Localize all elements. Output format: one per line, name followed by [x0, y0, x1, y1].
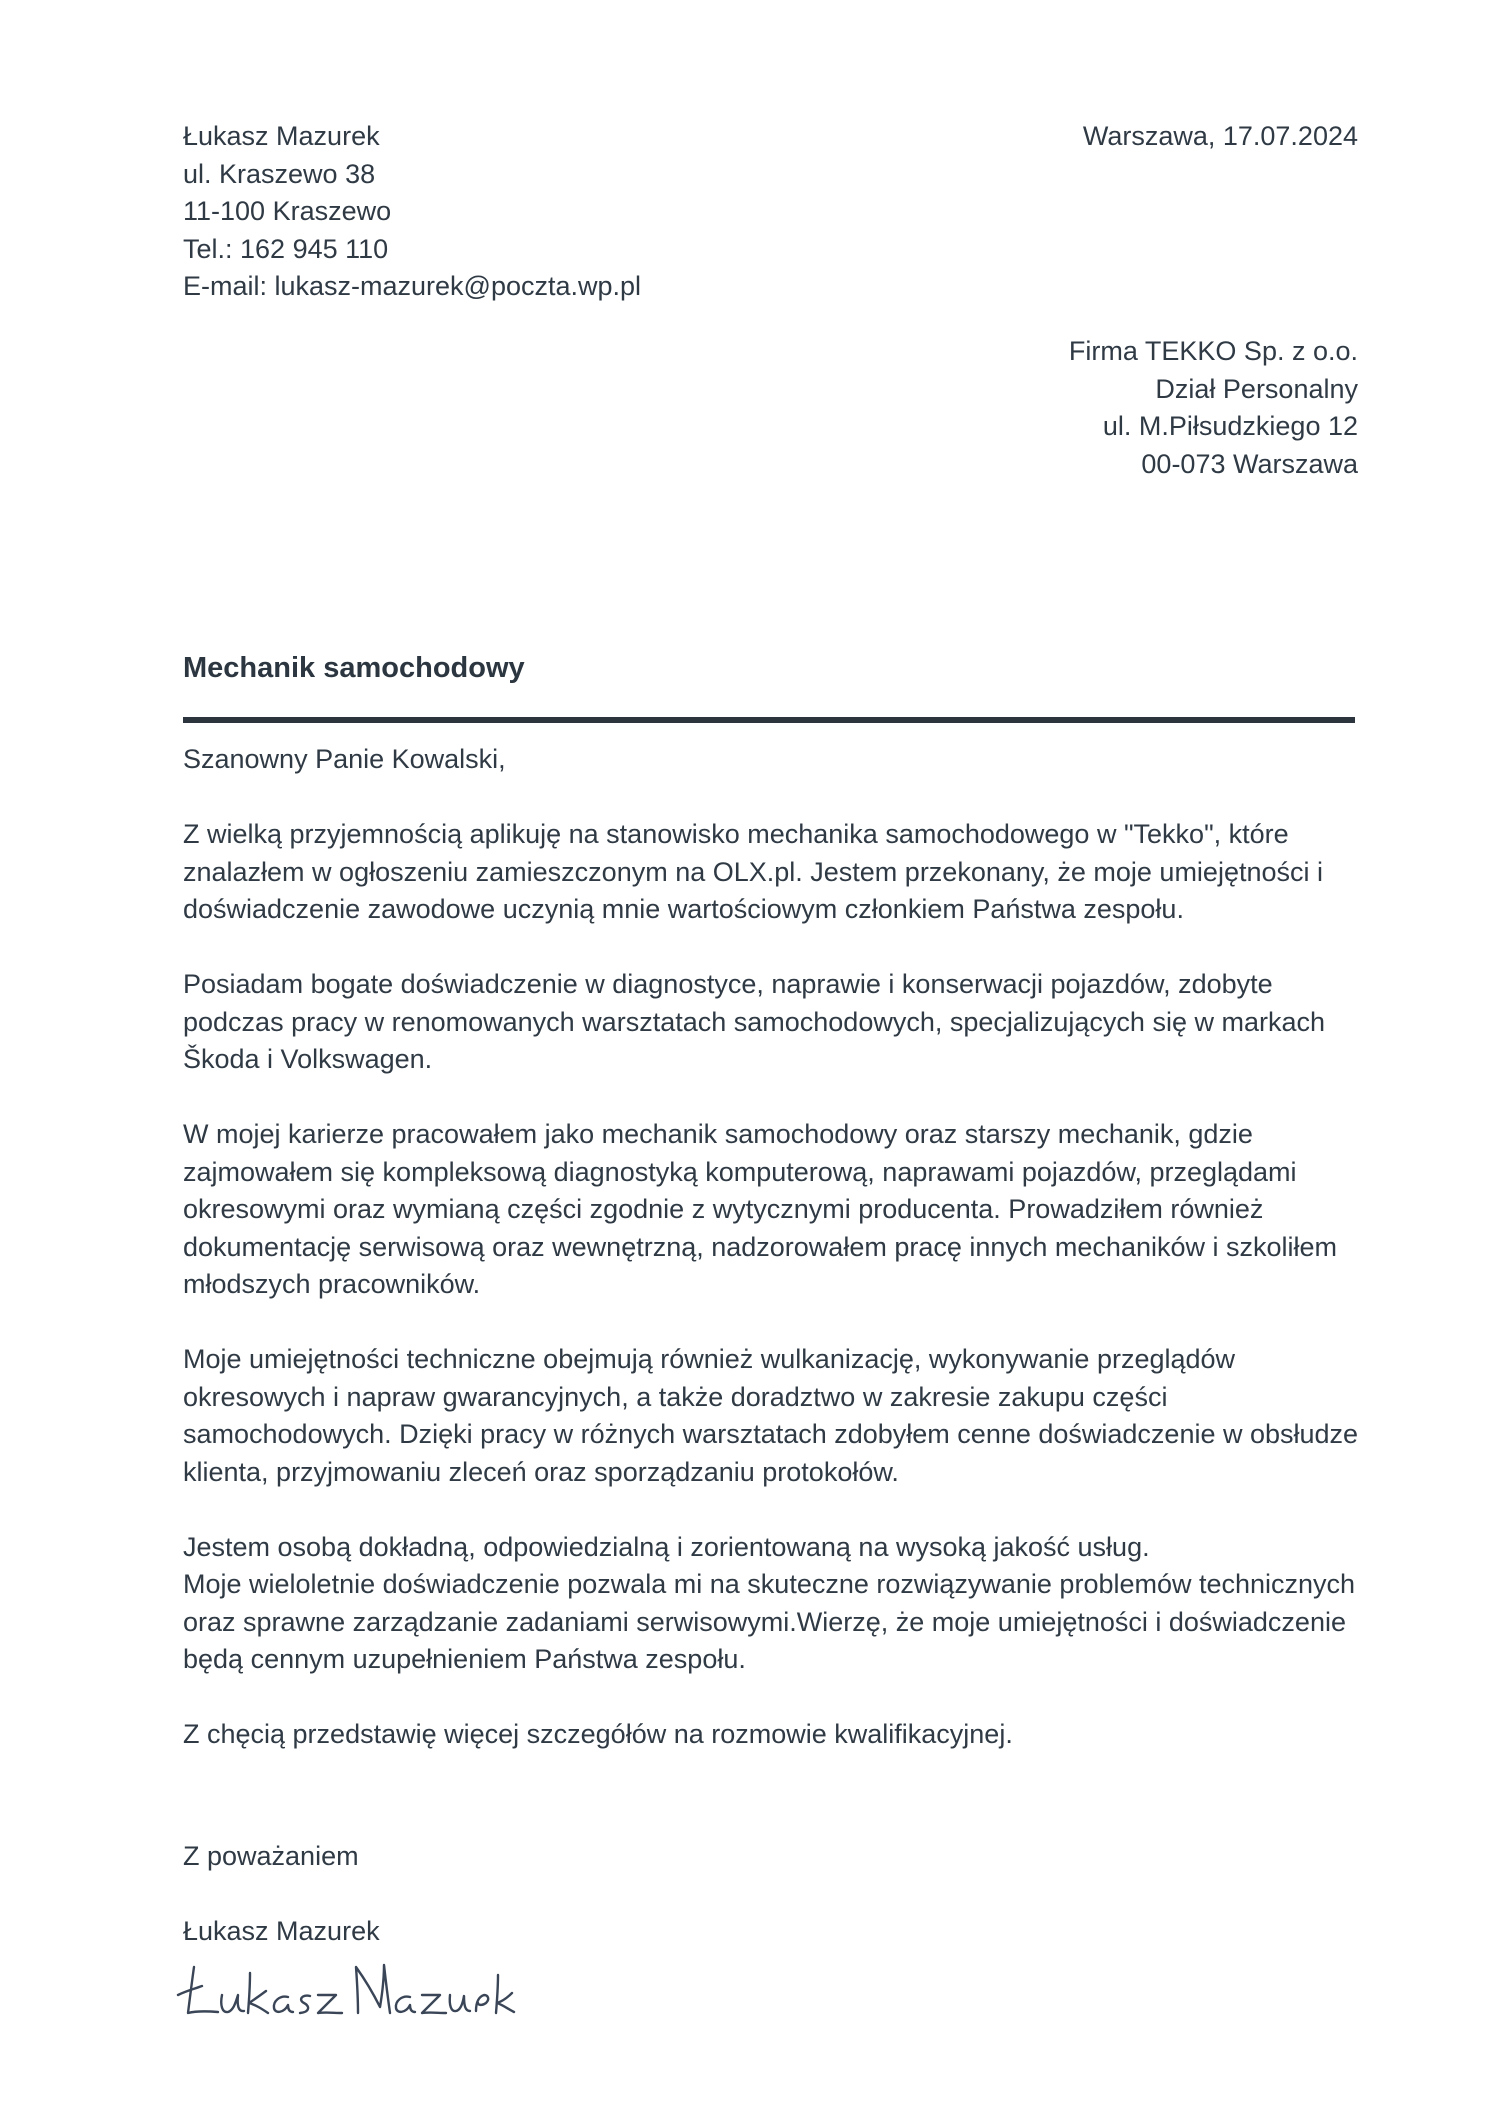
recipient-city: 00-073 Warszawa [1141, 448, 1358, 479]
letter-body [183, 741, 1363, 1791]
sender-name: Łukasz Mazurek [183, 121, 380, 151]
letter-date: Warszawa, 17.07.2024 [1082, 121, 1358, 151]
sender-city: 11-100 Kraszewo [183, 196, 392, 226]
sender-street: ul. Kraszewo 38 [183, 158, 376, 189]
closing-phrase: Z poważaniem [183, 1841, 359, 1871]
signer-name: Łukasz Mazurek [183, 1916, 380, 1946]
paragraph: W mojej karierze pracowałem jako mechanik samochodowy oraz starszy mechanik, gdzie zajmowałem się kompleksową diagnostyką komputerową, naprawami pojazdów, przeglądami okresowymi oraz wymianą części zgodnie z wytycznymi producenta. Prowadziłem również dokumentację serwisową oraz wewnętrzną, nadzorowałem pracę innych mechaników i szkoliłem młodszych pracowników. [183, 1119, 1338, 1299]
sender-email: E-mail: lukasz-mazurek@poczta.wp.pl [183, 271, 642, 301]
handwritten-signature [172, 1955, 532, 2037]
recipient-department: Dział Personalny [1155, 373, 1358, 404]
recipient-block [1069, 333, 1358, 483]
paragraph: Jestem osobą dokładną, odpowiedzialną i zorientowaną na wysoką jakość usług. [183, 1531, 1150, 1562]
sender-phone: Tel.: 162 945 110 [183, 233, 389, 264]
recipient-street: ul. M.Piłsudzkiego 12 [1102, 411, 1358, 441]
letter-title: Mechanik samochodowy [183, 652, 525, 684]
recipient-company: Firma TEKKO Sp. z o.o. [1068, 336, 1358, 366]
paragraph: Moje wieloletnie doświadczenie pozwala mi na skuteczne rozwiązywanie problemów technicznych oraz sprawne zarządzanie zadaniami serwisowymi.Wierzę, że moje umiejętności i doświadczenie będą cennym uzupełnieniem Państwa zespołu. [183, 1569, 1356, 1674]
salutation: Szanowny Panie Kowalski, [183, 744, 506, 774]
paragraph: Posiadam bogate doświadczenie w diagnostyce, naprawie i konserwacji pojazdów, zdobyte podczas pracy w renomowanych warsztatach samochodowych, specjalizujących się w markach Škoda i Volkswagen. [183, 969, 1325, 1074]
paragraph: Z chęcią przedstawię więcej szczegółów na rozmowie kwalifikacyjnej. [183, 1719, 1013, 1749]
title-divider [183, 717, 1355, 723]
paragraph: Z wielką przyjemnością aplikuję na stanowisko mechanika samochodowego w "Tekko", które znalazłem w ogłoszeniu zamieszczonym na OLX.pl. Jestem przekonany, że moje umiejętności i doświadczenie zawodowe uczynią mnie wartościowym członkiem Państwa zespołu. [183, 819, 1323, 924]
signature-drawing [172, 1955, 532, 2037]
sender-block [183, 118, 641, 306]
paragraph: Moje umiejętności techniczne obejmują również wulkanizację, wykonywanie przeglądów okresowych i napraw gwarancyjnych, a także doradztwo w zakresie zakupu części samochodowych. Dzięki pracy w różnych warsztatach zdobyłem cenne doświadczenie w obsłudze klienta, przyjmowaniu zleceń oraz sporządzaniu protokołów. [183, 1344, 1359, 1487]
